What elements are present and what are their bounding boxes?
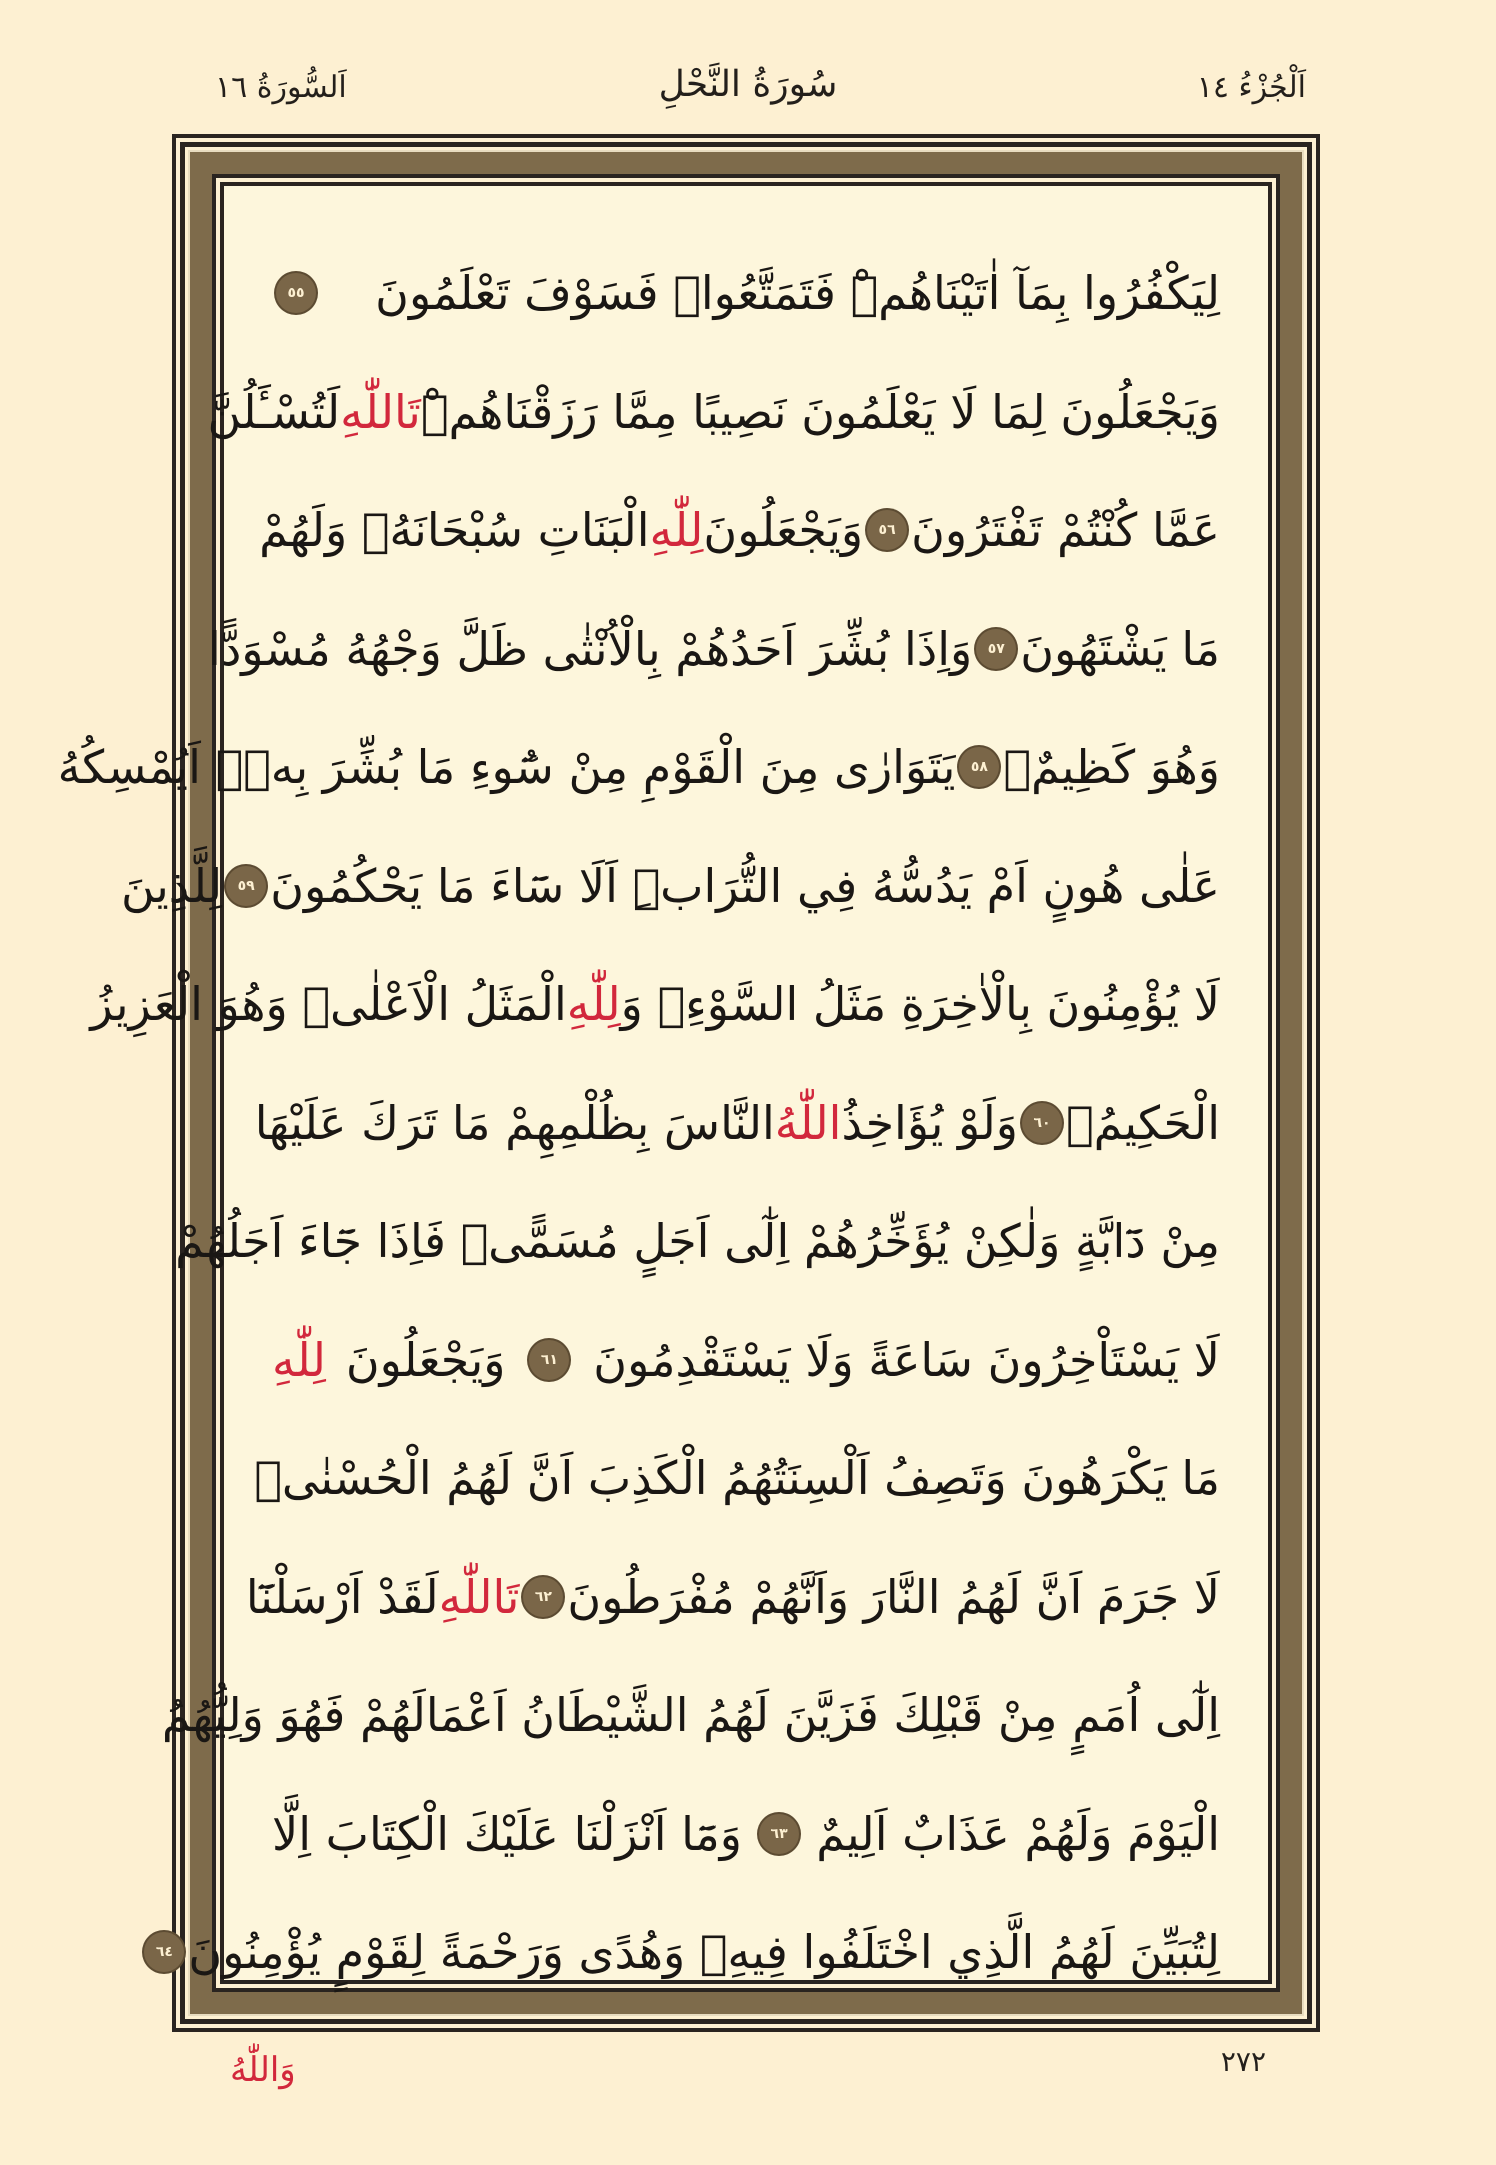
verse-text-area [57, 234, 1220, 1980]
divine-name-text: لِلّٰهِ [272, 1332, 326, 1387]
surah-number-label: اَلسُّورَةُ ١٦ [215, 70, 347, 105]
ayah-number-marker: ٥٦ [867, 510, 907, 550]
divine-name-text: لِلّٰهِ [649, 503, 704, 558]
verse-text: لِلَّذِينَ [120, 858, 223, 913]
verse-line [259, 471, 1220, 590]
verse-text: لِتُبَيِّنَ لَهُمُ الَّذِي اخْتَلَفُوا فِيهِۙ وَهُدًى وَرَحْمَةً لِقَوْمٍ يُؤْمِنُونَ [188, 1925, 1220, 1980]
verse-line [57, 708, 1220, 827]
verse-text: لَقَدْ اَرْسَلْنَٓا [245, 1569, 439, 1624]
verse-text: لَا يَسْتَاْخِرُونَ سَاعَةً وَلَا يَسْتَقْدِمُونَ [593, 1332, 1220, 1387]
verse-text: الْمَثَلُ الْاَعْلٰىۜ وَهُوَ الْعَزِيزُ [90, 977, 567, 1032]
verse-line [207, 353, 1220, 472]
verse-line [155, 1893, 1220, 2012]
verse-text: وَاِذَا بُشِّرَ اَحَدُهُمْ بِالْاُنْثٰى ظَلَّ وَجْهُهُ مُسْوَدًّا [208, 621, 973, 676]
ayah-number-marker: ٦٣ [759, 1814, 799, 1854]
ayah-number-marker: ٦١ [529, 1340, 569, 1380]
verse-line [175, 1182, 1220, 1301]
divine-name-text: تَاللّٰهِ [340, 384, 421, 439]
catchword: وَاللّٰهُ [230, 2050, 296, 2090]
verse-text: مِنْ دَٓابَّةٍ وَلٰكِنْ يُؤَخِّرُهُمْ اِلٰٓى اَجَلٍ مُسَمًّىۚ فَاِذَا جَٓاءَ اَجَلُهُمْ [175, 1214, 1220, 1269]
divine-name-text: تَاللّٰهِ [438, 1569, 520, 1624]
verse-line [120, 827, 1220, 946]
verse-text: عَلٰى هُونٍ اَمْ يَدُسُّهُ فِي التُّرَابِۜ اَلَا سَٓاءَ مَا يَحْكُمُونَ [270, 858, 1220, 913]
verse-line [245, 1538, 1220, 1657]
juz-label: اَلْجُزْءُ ١٤ [1196, 70, 1306, 105]
page-header [0, 60, 1496, 130]
verse-text: لَا جَرَمَ اَنَّ لَهُمُ النَّارَ وَاَنَّهُمْ مُفْرَطُونَ [567, 1569, 1220, 1624]
page-frame [57, 134, 1320, 2032]
verse-line [272, 1301, 1220, 1420]
ayah-number-marker: ٦٠ [1022, 1103, 1062, 1143]
verse-text: يَتَوَارٰى مِنَ الْقَوْمِ مِنْ سُٓوءِ مَا بُشِّرَ بِهٖۜ اَيُمْسِكُهُ [57, 740, 956, 795]
frame-band [57, 150, 1304, 2016]
verse-text: عَمَّا كُنْتُمْ تَفْتَرُونَ [911, 503, 1220, 558]
divine-name-text: لِلّٰهِ [566, 977, 621, 1032]
verse-text: النَّاسَ بِظُلْمِهِمْ مَا تَرَكَ عَلَيْهَا [254, 1095, 775, 1150]
ayah-number-marker: ٦٢ [523, 1577, 563, 1617]
text-panel [57, 182, 1272, 1984]
surah-title: سُورَةُ النَّحْلِ [658, 64, 838, 105]
verse-text: لَتُسْـَٔلُنَّ [207, 384, 341, 439]
ayah-number-marker: ٥٩ [226, 866, 266, 906]
verse-line [254, 1419, 1220, 1538]
verse-line [208, 590, 1220, 709]
verse-text: وَلَوْ يُؤَاخِذُ [841, 1095, 1018, 1150]
verse-text: مَا يَكْرَهُونَ وَتَصِفُ اَلْسِنَتُهُمُ الْكَذِبَ اَنَّ لَهُمُ الْحُسْنٰىۜ [254, 1451, 1220, 1506]
verse-text: وَيَجْعَلُونَ [703, 503, 864, 558]
verse-text: وَمَٓا اَنْزَلْنَا عَلَيْكَ الْكِتَابَ اِلَّا [272, 1806, 742, 1861]
page-number: ٢٧٢ [1220, 2045, 1266, 2078]
verse-text: مَا يَشْتَهُونَ [1020, 621, 1220, 676]
verse-text: لَا يُؤْمِنُونَ بِالْاٰخِرَةِ مَثَلُ السَّوْءِۚ وَ [620, 977, 1220, 1032]
frame-border [57, 142, 1312, 2024]
verse-text: اِلٰٓى اُمَمٍ مِنْ قَبْلِكَ فَزَيَّنَ لَهُمُ الشَّيْطَانُ اَعْمَالَهُمْ فَهُوَ وَلِيُّهُمُ [161, 1688, 1220, 1743]
verse-text: الْحَكِيمُ۟ [1066, 1095, 1220, 1150]
verse-line [161, 1656, 1220, 1775]
verse-text: الْيَوْمَ وَلَهُمْ عَذَابٌ اَلِيمٌ [816, 1806, 1220, 1861]
verse-line [272, 1775, 1220, 1894]
verse-text: الْبَنَاتِ سُبْحَانَهُۙ وَلَهُمْ [259, 503, 650, 558]
frame-inner-border [57, 174, 1280, 1992]
verse-line [90, 945, 1220, 1064]
verse-line [272, 234, 1220, 353]
divine-name-text: اللّٰهُ [774, 1095, 842, 1150]
verse-line [254, 1064, 1220, 1183]
ayah-number-marker: ٦٤ [144, 1932, 184, 1972]
verse-text: وَهُوَ كَظِيمٌۚ [1003, 740, 1220, 795]
verse-text: وَيَجْعَلُونَ لِمَا لَا يَعْلَمُونَ نَصِيبًا مِمَّا رَزَقْنَاهُمْۜ [420, 384, 1220, 439]
ayah-number-marker: ٥٨ [959, 747, 999, 787]
ayah-number-marker: ٥٥ [276, 273, 316, 313]
ayah-number-marker: ٥٧ [976, 629, 1016, 669]
verse-text: وَيَجْعَلُونَ [345, 1332, 506, 1387]
verse-text: لِيَكْفُرُوا بِمَآ اٰتَيْنَاهُمْۜ فَتَمَتَّعُواۜ فَسَوْفَ تَعْلَمُونَ [375, 266, 1220, 321]
